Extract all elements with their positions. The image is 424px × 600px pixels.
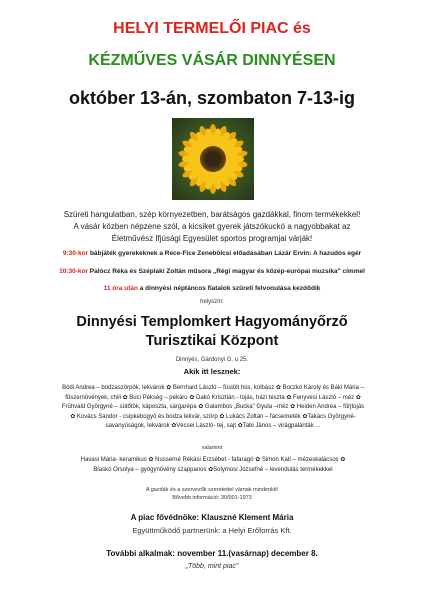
- separator-text: valamint: [201, 445, 223, 451]
- sunflower-icon: [172, 118, 254, 200]
- venue-label: helyszín:: [200, 299, 224, 305]
- next-dates: További alkalmak: november 11.(vasárnap) december 8.: [106, 549, 318, 558]
- venue-name: [0, 313, 424, 351]
- intro-text: [18, 209, 406, 245]
- schedule-text: bábjáték gyerekeknek a Rece-Fice Zenebölcsi előadásában Lázár Ervin: A hazudós egér: [89, 250, 362, 257]
- vendor-line: Frühvald Györgyné – sütőtök, káposzta, sárgarépa ✿ Galambos „Bucka" Gyula –méz ✿ Heiden Andrea – fűrjtojás: [61, 404, 365, 410]
- title-line-2: KÉZMŰVES VÁSÁR DINNYÉSEN: [88, 52, 336, 69]
- date-line: október 13-án, szombaton 7-13-ig: [68, 88, 356, 108]
- venue-address: Dinnyés, Gárdonyi G. u 25.: [175, 357, 249, 363]
- artisan-line: Havasi Mária- keramikus ✿ Nusserné Rékási Erzsébet - fafaragó ✿ Simon Kati – mézeskalácsos ✿: [80, 457, 346, 463]
- schedule-text: a dinnyési néptáncos fiatalok szüreti felvonulása kezdődik: [139, 285, 321, 292]
- schedule-time: 10:30-kor: [59, 268, 88, 275]
- schedule-item: [0, 249, 424, 258]
- intro-line: A vásár közben népzene szól, a kicsiket gyerek játszókuckó a nagyobbakat az: [73, 222, 351, 231]
- vendor-line: savanyúságok, lekvárok ✿Vécsei László- tej, sajt ✿Tabi János – virágpalánták ...: [105, 423, 321, 429]
- schedule-time: 11 óra után: [103, 285, 138, 292]
- title-line-1: HELYI TERMELŐI PIAC és: [113, 20, 311, 37]
- vendor-line: Bódi Andrea – bodzaszörpök, lekvárok ✿ Bernhard László – füstölt hús, kolbász ✿ Boczkó Károly és Báki Mária –: [62, 385, 364, 391]
- sunflower-image: [172, 118, 254, 200]
- vendor-line: fűszernövények, chili ✿ Buci Pékség – pékáru ✿ Dakó Krisztián - tojás, házi tészta ✿ Fenyvesi László – méz ✿: [65, 394, 361, 401]
- artisan-line: Blaskó Orsolya – gyógynövény szappanos ✿Solymosi Józsefné – levendulás termékekkel: [93, 466, 333, 473]
- artisan-list: [30, 456, 396, 475]
- intro-line: Szüreti hangulatban, szép környezetben, barátságos gazdákkal, finom termékekkel!: [63, 210, 361, 219]
- slogan: „Több, mint piac": [185, 563, 239, 570]
- schedule-text: Palócz Réka és Széplaki Zoltán műsora „Régi magyar és közép-európai muzsika" címmel: [89, 268, 365, 275]
- participants-heading: Akik itt lesznek:: [183, 367, 241, 376]
- contact-info: Bővebb információ: 30/901-1973: [172, 495, 252, 501]
- vendor-line: ✿ Kovács Sándor - csipkebogyó és bodza lekvár, szörp ✿ Lukács Zoltán – facsemeték ✿Takács Györgyné-: [70, 413, 356, 420]
- venue-name-line: Dinnyési Templomkert Hagyományőrző: [76, 314, 348, 330]
- schedule-item: [0, 284, 424, 293]
- schedule-item: [0, 267, 424, 276]
- venue-name-line: Turisztikai Központ: [145, 333, 279, 349]
- patron-line: A piac fővédnöke: Klauszné Klement Mária: [130, 513, 294, 522]
- partner-line: Együttműködő partnerünk: a Helyi Erőforrás Kft.: [132, 526, 292, 535]
- vendor-list: [30, 384, 396, 432]
- intro-line: Életművész Ifjúsági Egyesület sportos programjai várják!: [111, 234, 313, 243]
- welcome-text: A gazdák és a szervezők szeretettel várnak mindenkit!: [145, 487, 279, 493]
- schedule-time: 9:30-kor: [62, 250, 89, 257]
